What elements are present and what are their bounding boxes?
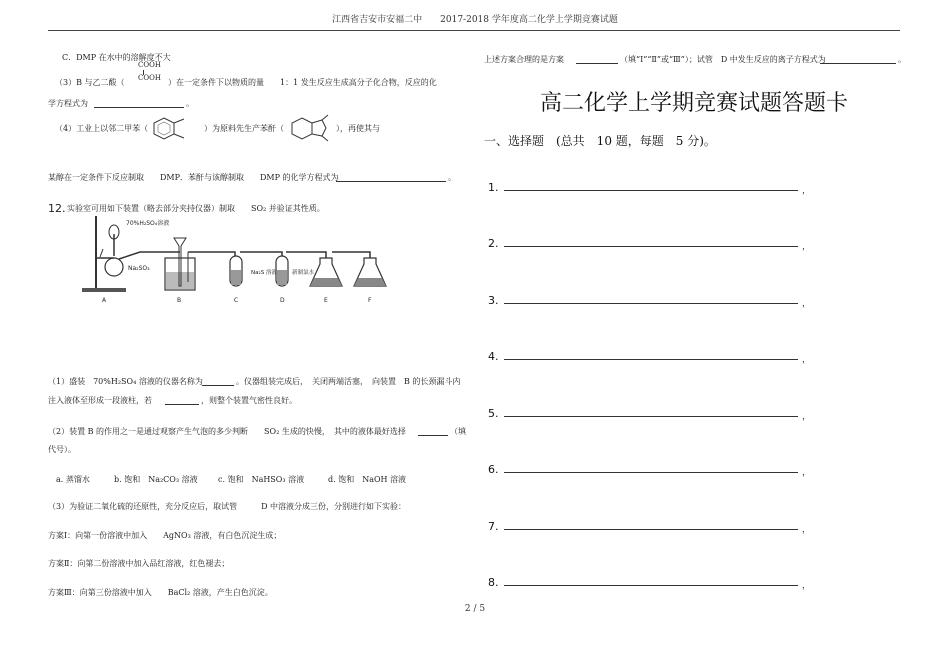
answer-line-1[interactable] [504, 190, 798, 191]
option-a: a. 蒸馏水 [56, 475, 90, 484]
option-c: c. 饱和 NaHSO₃ 溶液 [218, 475, 305, 484]
stand-base [82, 288, 126, 292]
p1-blank-1[interactable] [202, 377, 234, 386]
answer-line-3[interactable] [504, 303, 798, 304]
tube-c-liquid [231, 270, 241, 285]
p2-blank[interactable] [418, 427, 448, 436]
answer-end-6: ， [802, 468, 812, 478]
tube-c-d [240, 252, 282, 256]
cooh-top: COOH [138, 61, 161, 69]
d-label: 新制氯水 [292, 270, 315, 276]
p1-blank-2[interactable] [165, 396, 199, 405]
answer-sheet-title: 高二化学上学期竞赛试题答题卡 [540, 91, 849, 116]
letter-a: A [102, 297, 107, 304]
answer-label-3: 3. [488, 294, 499, 307]
p1-text-a: （1）盛装 70%H₂SO₄ 溶液的仪器名称为 [48, 377, 203, 386]
flask-f-liquid [354, 278, 386, 286]
q3-text-a: （3）B 与乙二酸（ [55, 78, 125, 87]
answer-line-8[interactable] [504, 585, 798, 586]
p1-text-d: ，则整个装置气密性良好。 [201, 396, 297, 405]
q4-end: 。 [448, 173, 456, 182]
answer-end-5: ， [802, 412, 812, 422]
option-b: b. 饱和 Na₂CO₃ 溶液 [114, 475, 198, 484]
q4-text-d: 某醇在一定条件下反应制取 DMP．苯酐与该醇制取 DMP 的化学方程式为 [48, 173, 339, 182]
round-flask [105, 258, 123, 276]
answer-label-2: 2. [488, 237, 499, 250]
answer-label-6: 6. [488, 463, 499, 476]
tube-b-c [188, 252, 235, 256]
answer-line-4[interactable] [504, 359, 798, 360]
tube-d-liquid [277, 270, 287, 285]
c-label: Na₂S 溶液 [251, 270, 277, 276]
page-header: 江西省吉安市安福二中 2017-2018 学年度高二化学上学期竞赛试题 [332, 15, 618, 25]
answer-end-2: ， [802, 242, 812, 252]
page-number: 2 / 5 [464, 604, 486, 614]
p2-text-a: （2）装置 B 的作用之一是通过观察产生气泡的多少判断 SO₂ 生成的快慢， 其中的液体最好选择 [48, 427, 406, 436]
o-xylene-structure [150, 114, 204, 144]
letter-f: F [368, 297, 372, 304]
right-top-end: 。 [898, 55, 906, 64]
answer-line-7[interactable] [504, 529, 798, 530]
answer-line-6[interactable] [504, 472, 798, 473]
cooh-bottom: COOH [138, 74, 161, 82]
answer-label-4: 4. [488, 350, 499, 363]
answer-label-8: 8. [488, 576, 499, 589]
plan-3: 方案Ⅲ：向第三份溶液中加入 BaCl₂ 溶液，产生白色沉淀。 [48, 588, 273, 597]
answer-label-5: 5. [488, 407, 499, 420]
plan-1: 方案Ⅰ：向第一份溶液中加入 AgNO₃ 溶液，有白色沉淀生成； [48, 531, 282, 540]
p1-text-b: 。仪器组装完成后， 关闭两端活塞， 向装置 B 的长颈漏斗内 [236, 377, 461, 386]
right-top-text-a: 上述方案合理的是方案 [484, 55, 564, 64]
header-rule [48, 30, 900, 31]
apparatus-figure [70, 212, 390, 304]
answer-end-7: ， [802, 525, 812, 535]
letter-c: C [234, 297, 239, 304]
q4-text-c: ），再使其与 [336, 124, 380, 133]
letter-d: D [280, 297, 285, 304]
tube-d-e [286, 252, 326, 258]
answer-end-1: ， [802, 186, 812, 196]
answer-label-1: 1. [488, 181, 499, 194]
q12-number: 12. [48, 202, 66, 215]
q3-text-b: ）在一定条件下以物质的量 1：1 发生反应生成高分子化合物，反应的化 [168, 78, 437, 87]
q3-answer-blank[interactable] [94, 99, 184, 108]
p1-text-c: 注入液体至形成一段液柱，若 [48, 396, 152, 405]
answer-line-5[interactable] [504, 416, 798, 417]
flask-e-liquid [310, 278, 342, 286]
letter-b: B [177, 297, 182, 304]
right-top-text-b: （填“Ⅰ”“Ⅱ”或“Ⅲ”）；试管 D 中发生反应的离子方程式为 [620, 55, 826, 64]
answer-end-4: ， [802, 355, 812, 365]
p2-text-b: （填 [450, 427, 466, 436]
answer-line-2[interactable] [504, 246, 798, 247]
phthalic-anhydride-structure [290, 112, 340, 144]
right-top-blank-2[interactable] [820, 55, 896, 64]
q4-answer-blank[interactable] [336, 173, 446, 182]
answer-label-7: 7. [488, 520, 499, 533]
q3-end: 。 [186, 99, 194, 108]
right-top-blank-1[interactable] [576, 55, 618, 64]
q12-text: 实验室可用如下装置（略去部分夹持仪器）制取 SO₂ 并验证其性质。 [67, 204, 325, 213]
q3-text-c: 学方程式为 [48, 99, 88, 108]
answer-end-8: ， [802, 581, 812, 591]
acid-label: 70%H₂SO₄溶液 [126, 220, 170, 227]
section-heading: 一、选择题 (总共 10 题，每题 5 分)。 [484, 134, 716, 148]
q4-text-b: ）为原料先生产苯酐（ [204, 124, 284, 133]
tube-e-f [332, 252, 370, 258]
p2-text-c: 代号）。 [48, 445, 76, 454]
option-c-line: C．DMP 在水中的溶解度不大 [62, 53, 171, 62]
solid-label: Na₂SO₃ [128, 265, 150, 272]
option-d: d. 饱和 NaOH 溶液 [328, 475, 407, 484]
letter-e: E [324, 297, 328, 304]
q4-text-a: （4）工业上以邻二甲苯（ [55, 124, 149, 133]
plan-2: 方案Ⅱ：向第二份溶液中加入品红溶液，红色褪去； [48, 559, 230, 568]
answer-end-3: ， [802, 299, 812, 309]
p3-text: （3）为验证二氧化硫的还原性，充分反应后，取试管 D 中溶液分成三份，分别进行如下实验： [48, 502, 407, 511]
